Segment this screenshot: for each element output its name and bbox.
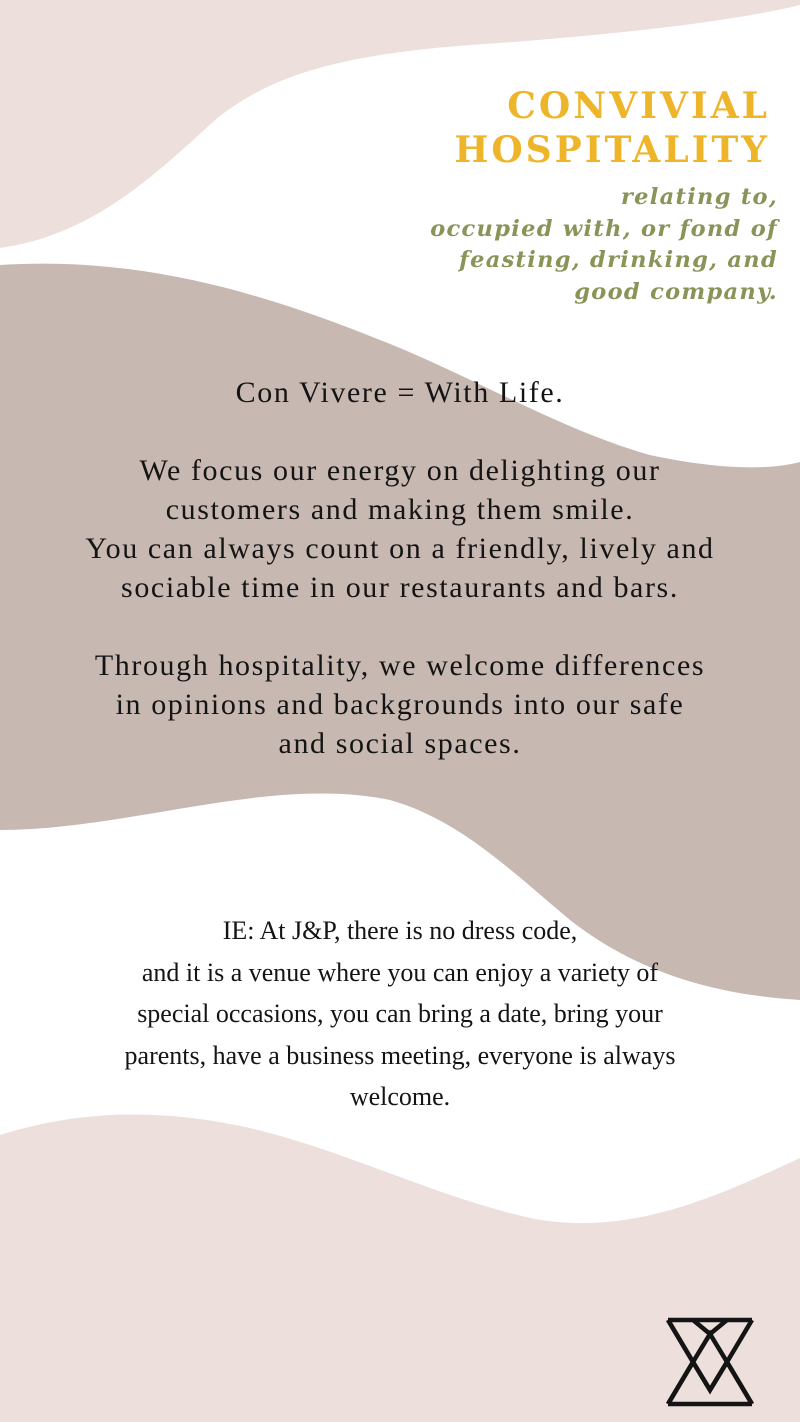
mission-line-4: sociable time in our restaurants and bars. bbox=[121, 571, 679, 604]
example-line-5: welcome. bbox=[349, 1082, 451, 1111]
spacer bbox=[0, 412, 800, 451]
title-line-2: HOSPITALITY bbox=[454, 129, 770, 171]
mission-paragraph bbox=[0, 451, 800, 607]
definition-line-3: feasting, drinking, and bbox=[459, 247, 778, 273]
definition-text bbox=[430, 182, 778, 308]
motto: Con Vivere = With Life. bbox=[235, 376, 565, 409]
inclusion-paragraph bbox=[0, 646, 800, 763]
page-title bbox=[454, 84, 770, 172]
spacer bbox=[0, 607, 800, 646]
example-paragraph bbox=[0, 910, 800, 1118]
inclusion-line-1: Through hospitality, we welcome differences bbox=[94, 649, 706, 682]
title-line-1: CONVIVIAL bbox=[507, 85, 770, 127]
definition-line-4: good company. bbox=[574, 278, 778, 305]
inclusion-line-2: in opinions and backgrounds into our safe bbox=[115, 688, 685, 721]
inclusion-line-3: and social spaces. bbox=[278, 727, 522, 760]
main-copy bbox=[0, 373, 800, 763]
definition-line-2: occupied with, or fond of bbox=[430, 215, 778, 242]
example-line-1: IE: At J&P, there is no dress code, bbox=[222, 916, 578, 945]
mission-line-1: We focus our energy on delighting our bbox=[139, 454, 661, 487]
geometric-triangles-logo-icon bbox=[662, 1316, 758, 1408]
example-line-3: special occasions, you can bring a date, bring your bbox=[137, 999, 663, 1028]
mission-line-2: customers and making them smile. bbox=[165, 493, 635, 526]
example-line-4: parents, have a business meeting, everyone is always bbox=[124, 1040, 676, 1070]
example-line-2: and it is a venue where you can enjoy a variety of bbox=[141, 957, 659, 987]
mission-line-3: You can always count on a friendly, lively and bbox=[85, 532, 715, 565]
definition-line-1: relating to, bbox=[621, 184, 778, 210]
